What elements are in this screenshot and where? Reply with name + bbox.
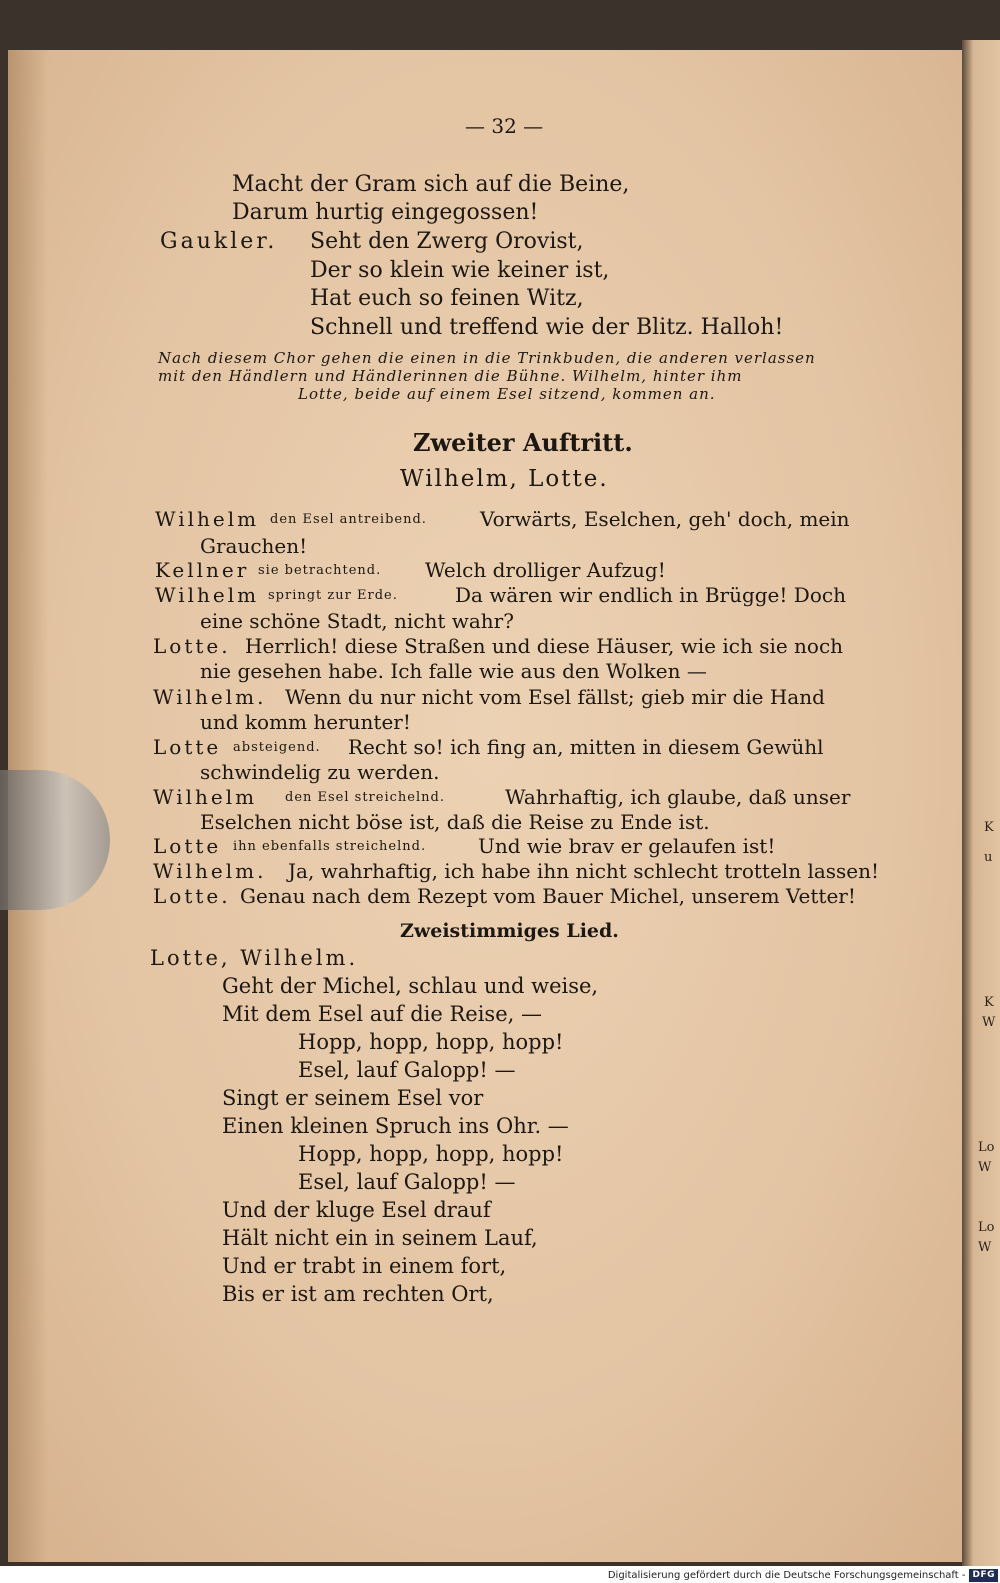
page-number: — 32 —: [465, 114, 544, 138]
song-line: Hält nicht ein in seinem Lauf,: [222, 1226, 538, 1250]
dialogue-text: Vorwärts, Eselchen, geh' doch, mein: [480, 507, 850, 531]
stage-direction-line: mit den Händlern und Händlerinnen die Bühne. Wilhelm, hinter ihm: [158, 367, 743, 385]
dialogue-text: Wahrhaftig, ich glaube, daß unser: [505, 785, 851, 809]
song-line: Bis er ist am rechten Ort,: [222, 1282, 494, 1306]
adjacent-page-fragment: u: [984, 850, 993, 865]
song-line: Mit dem Esel auf die Reise, —: [222, 1002, 542, 1026]
dialogue-text: Ja, wahrhaftig, ich habe ihn nicht schlecht trotteln lassen!: [288, 859, 880, 883]
stage-direction: den Esel streichelnd.: [285, 790, 445, 805]
song-line: Und er trabt in einem fort,: [222, 1254, 507, 1278]
stage-direction: absteigend.: [233, 740, 321, 755]
adjacent-page-fragment: W: [982, 1015, 996, 1030]
dialogue-text-continued: Grauchen!: [200, 534, 308, 558]
adjacent-page-fragment: K: [984, 995, 994, 1010]
speaker-name: Lotte.: [153, 884, 231, 908]
dialogue-text: Wenn du nur nicht vom Esel fällst; gieb mir die Hand: [285, 685, 825, 709]
speaker-name: Gaukler.: [160, 229, 278, 254]
adjacent-page-edge: [962, 40, 1000, 1566]
credit-text: Digitalisierung gefördert durch die Deutsche Forschungsgemeinschaft -: [607, 1569, 966, 1581]
stage-direction: den Esel antreibend.: [270, 512, 427, 527]
song-line: Hopp, hopp, hopp, hopp!: [298, 1030, 564, 1054]
verse-line: Schnell und treffend wie der Blitz. Halloh!: [310, 315, 784, 340]
stage-direction: springt zur Erde.: [268, 588, 398, 603]
speaker-name: Kellner: [155, 558, 250, 582]
speaker-name: Wilhelm: [155, 583, 260, 607]
speaker-name: Wilhelm: [155, 507, 260, 531]
dialogue-text-continued: Eselchen nicht böse ist, daß die Reise zu Ende ist.: [200, 810, 710, 834]
adjacent-page-fragment: W: [978, 1160, 992, 1175]
verse-line: Der so klein wie keiner ist,: [310, 258, 610, 283]
song-line: Geht der Michel, schlau und weise,: [222, 974, 599, 998]
stage-direction: sie betrachtend.: [258, 563, 382, 578]
dialogue-text: Welch drolliger Aufzug!: [425, 558, 666, 582]
speaker-name: Wilhelm.: [153, 859, 267, 883]
adjacent-page-fragment: Lo: [978, 1140, 995, 1155]
adjacent-page-fragment: W: [978, 1240, 992, 1255]
digitization-credit: [608, 1567, 998, 1583]
verse-line: Hat euch so feinen Witz,: [310, 286, 584, 311]
adjacent-page-fragment: K: [984, 820, 994, 835]
song-line: Und der kluge Esel drauf: [222, 1198, 491, 1222]
adjacent-page-fragment: Lo: [978, 1220, 995, 1235]
dialogue-text-continued: und komm herunter!: [200, 710, 411, 734]
verse-line: Seht den Zwerg Orovist,: [310, 229, 584, 254]
song-line: Singt er seinem Esel vor: [222, 1086, 484, 1110]
song-heading: Zweistimmiges Lied.: [400, 920, 619, 942]
song-speakers: Lotte, Wilhelm.: [150, 946, 359, 970]
stage-direction-line: Nach diesem Chor gehen die einen in die Trinkbuden, die anderen verlassen: [158, 349, 816, 367]
dialogue-text: Und wie brav er gelaufen ist!: [478, 834, 776, 858]
song-line: Hopp, hopp, hopp, hopp!: [298, 1142, 564, 1166]
dialogue-text-continued: eine schöne Stadt, nicht wahr?: [200, 609, 514, 633]
verse-line: Darum hurtig eingegossen!: [232, 200, 539, 225]
song-line: Esel, lauf Galopp! —: [298, 1170, 516, 1194]
verse-line: Macht der Gram sich auf die Beine,: [232, 172, 630, 197]
speaker-name: Lotte.: [153, 634, 231, 658]
song-line: Esel, lauf Galopp! —: [298, 1058, 516, 1082]
stage-direction: ihn ebenfalls streichelnd.: [233, 839, 427, 854]
speaker-name: Wilhelm.: [153, 685, 267, 709]
dialogue-text-continued: nie gesehen habe. Ich falle wie aus den Wolken —: [200, 659, 707, 683]
speaker-name: Lotte: [153, 834, 222, 858]
dialogue-text: Herrlich! diese Straßen und diese Häuser, wie ich sie noch: [245, 634, 844, 658]
dialogue-text-continued: schwindelig zu werden.: [200, 760, 440, 784]
dialogue-text: Genau nach dem Rezept vom Bauer Michel, unserem Vetter!: [240, 884, 856, 908]
dfg-logo: DFG: [969, 1569, 998, 1582]
dialogue-text: Da wären wir endlich in Brügge! Doch: [455, 583, 846, 607]
stage-direction-line: Lotte, beide auf einem Esel sitzend, kommen an.: [298, 385, 716, 403]
dialogue-text: Recht so! ich fing an, mitten in diesem Gewühl: [348, 735, 824, 759]
speaker-name: Lotte: [153, 735, 222, 759]
scene-heading: Zweiter Auftritt.: [413, 428, 633, 457]
speaker-name: Wilhelm: [153, 785, 258, 809]
scene-characters: Wilhelm, Lotte.: [400, 466, 609, 492]
song-line: Einen kleinen Spruch ins Ohr. —: [222, 1114, 569, 1138]
